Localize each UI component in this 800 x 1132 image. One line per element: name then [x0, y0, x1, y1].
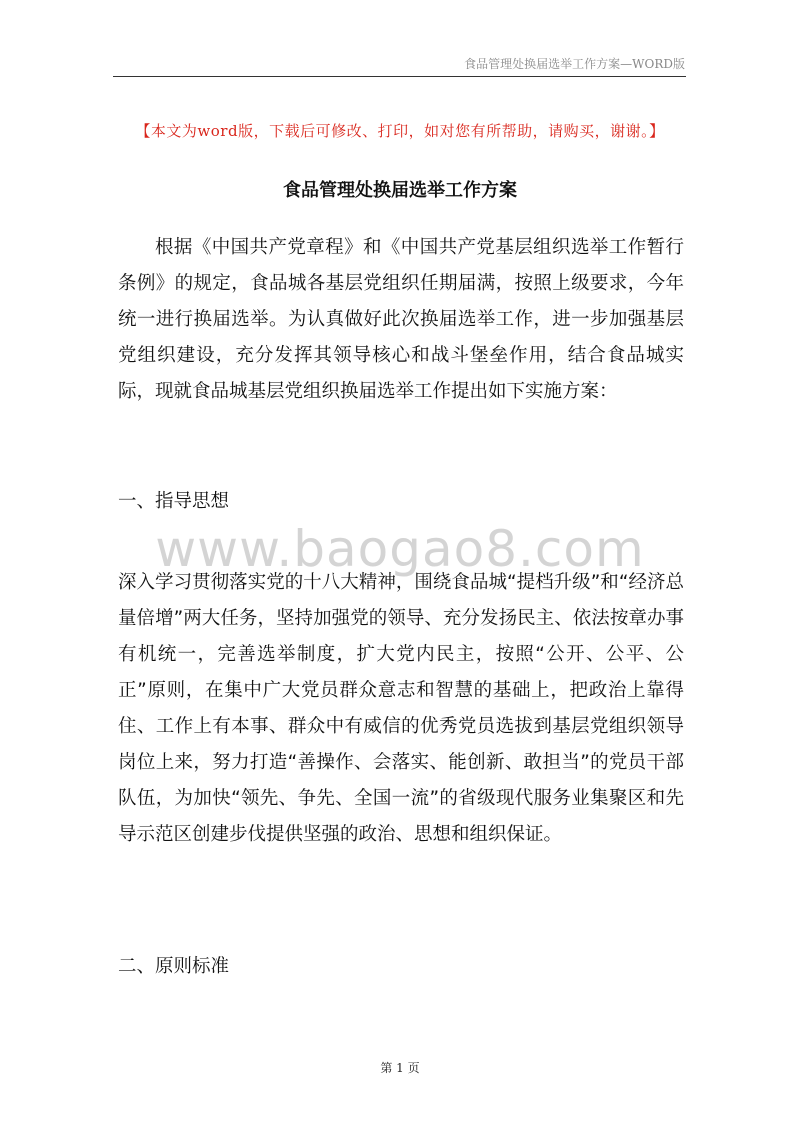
page-number: 第 1 页 [380, 1061, 420, 1075]
watermark-text: www.baogao8.com [155, 520, 645, 578]
running-header: 食品管理处换届选举工作方案—WORD版 [464, 57, 685, 71]
purchase-notice: 【本文为word版，下载后可修改、打印，如对您有所帮助，请购买，谢谢。】 [135, 122, 665, 140]
guiding-ideology-paragraph: 深入学习贯彻落实党的十八大精神，围绕食品城“提档升级”和“经济总量倍增”两大任务，坚持加强党的领导、充分发扬民主、依法按章办事有机统一，完善选举制度，扩大党内民主，按照“公开、公平、公正”原则，在集中广大党员群众意志和智慧的基础上，把政治上靠得住、工作上有本事、群众中有威信的优秀党员选拔到基层党组织领导岗位上来，努力打造“善操作、会落实、能创新、敢担当”的党员干部队伍，为加快“领先、争先、全国一流”的省级现代服务业集聚区和先导示范区创建步伐提供坚强的政治、思想和组织保证。 [118, 572, 684, 845]
section-heading-guiding-ideology: 一、指导思想 [118, 491, 230, 512]
section-heading-principles: 二、原则标准 [118, 956, 230, 977]
header-divider [113, 76, 686, 77]
intro-paragraph: 根据《中国共产党章程》和《中国共产党基层组织选举工作暂行条例》的规定，食品城各基层党组织任期届满，按照上级要求，今年统一进行换届选举。为认真做好此次换届选举工作，进一步加强基层党组织建设，充分发挥其领导核心和战斗堡垒作用，结合食品城实际，现就食品城基层党组织换届选举工作提出如下实施方案： [118, 237, 684, 402]
document-title: 食品管理处换届选举工作方案 [283, 180, 517, 201]
